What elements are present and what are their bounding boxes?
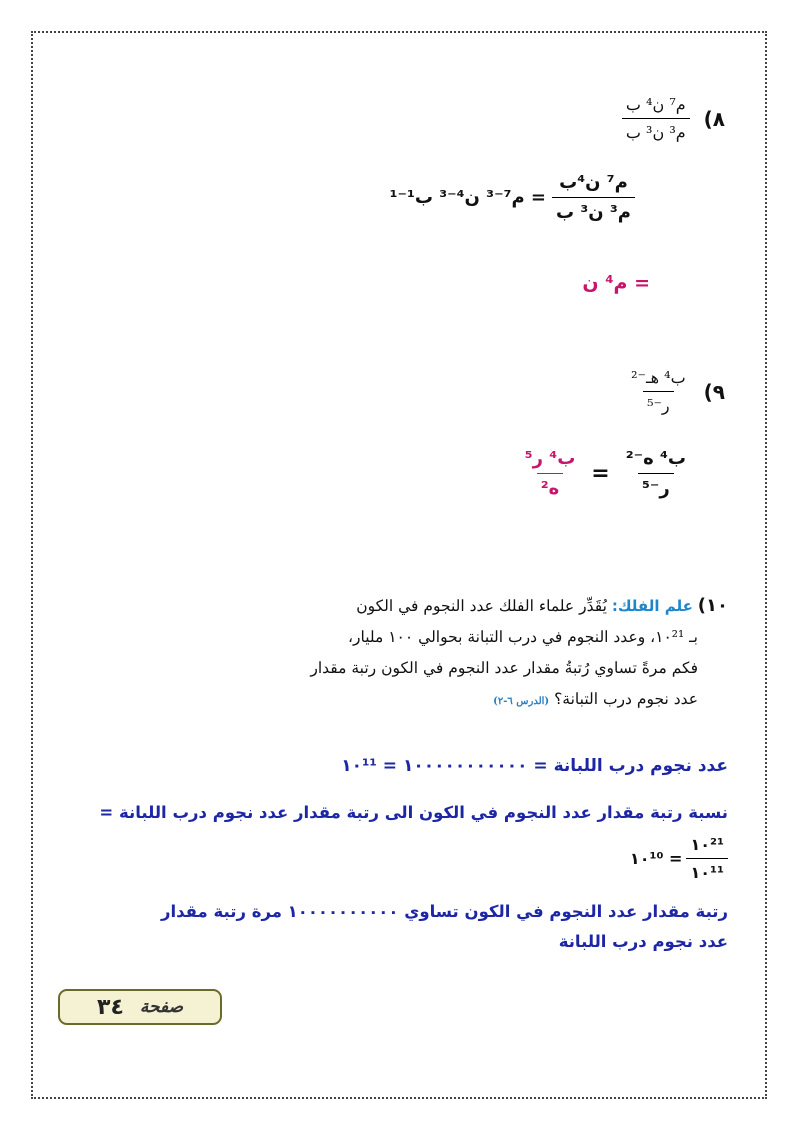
problem-8 <box>622 95 725 142</box>
problem-10-text-4: عدد نجوم درب التبانة؟ <box>554 690 698 708</box>
solution-10-line-1: عدد نجوم درب اللبانة = ١٠٠٠٠٠٠٠٠٠٠٠ = ١٠¹¹ <box>341 756 728 776</box>
problem-9-number: ٩) <box>703 379 725 404</box>
solution-10-fraction <box>686 835 728 882</box>
solution-10-ratio-rhs: = ١٠¹⁰ <box>629 849 683 868</box>
problem-9-step <box>521 448 690 499</box>
problem-8-number: ٨) <box>703 106 725 131</box>
problem-9-step-left-denominator: ر⁻⁵ <box>638 473 674 499</box>
problem-10-line-2: بـ ١٠²¹، وعدد النجوم في درب التبانة بحوالي ١٠٠ مليار، <box>347 628 698 646</box>
page-label: صفحة <box>139 997 183 1017</box>
problem-9 <box>627 368 725 415</box>
problem-10-number: ١٠) <box>697 595 728 616</box>
problem-9-step-equals: = <box>591 461 610 486</box>
problem-8-step <box>255 172 635 223</box>
solution-10-ratio <box>630 835 728 882</box>
problem-10-text-1: يُقَدِّر علماء الفلك عدد النجوم في الكون <box>356 597 607 615</box>
solution-10-line-4: رتبة مقدار عدد النجوم في الكون تساوي ١٠٠٠٠٠٠٠٠٠٠ مرة رتبة مقدار <box>161 902 728 921</box>
problem-9-step-right-numerator: ب⁴ ر⁵ <box>524 448 576 469</box>
problem-8-numerator: م⁷ ن⁴ ب <box>625 95 686 114</box>
problem-8-step-denominator: م³ ن³ ب <box>552 197 635 223</box>
lesson-reference: (الدرس ٦-٢) <box>493 696 550 707</box>
page-number-badge <box>58 989 222 1025</box>
problem-9-step-right-fraction <box>521 448 580 499</box>
solution-10-denominator: ١٠¹¹ <box>686 858 728 882</box>
problem-8-result: = م⁴ ن <box>582 272 650 294</box>
problem-9-denominator: ر⁻⁵ <box>643 391 674 415</box>
problem-10-line-3: فكم مرةً تساوي رُتبةُ مقدار عدد النجوم في الكون رتبة مقدار <box>310 659 698 677</box>
solution-10-numerator: ١٠²¹ <box>690 835 724 854</box>
problem-9-step-right-denominator: ه² <box>537 473 564 499</box>
problem-9-numerator: ب⁴ هـ⁻² <box>631 368 686 387</box>
problem-9-fraction <box>627 368 690 415</box>
problem-10-label: علم الفلك: <box>611 597 693 615</box>
problem-10 <box>310 590 728 717</box>
problem-8-step-rhs: = م⁷⁻³ ن⁴⁻³ ب¹⁻¹ <box>389 187 547 208</box>
problem-8-step-numerator: م⁷ ن⁴ب <box>559 172 628 193</box>
problem-8-denominator: م³ ن³ ب <box>622 118 690 142</box>
solution-10-line-5: عدد نجوم درب اللبانة <box>558 932 728 951</box>
problem-9-step-left-fraction <box>622 448 690 499</box>
problem-10-line-1 <box>310 590 728 622</box>
problem-10-line-4 <box>310 684 728 717</box>
problem-8-step-fraction <box>552 172 635 223</box>
problem-8-fraction <box>622 95 690 142</box>
page-number: ٣٤ <box>97 994 124 1020</box>
problem-9-step-left-numerator: ب⁴ ه⁻² <box>625 448 686 469</box>
solution-10-line-2: نسبة رتبة مقدار عدد النجوم في الكون الى رتبة مقدار عدد نجوم درب اللبانة = <box>99 803 728 822</box>
